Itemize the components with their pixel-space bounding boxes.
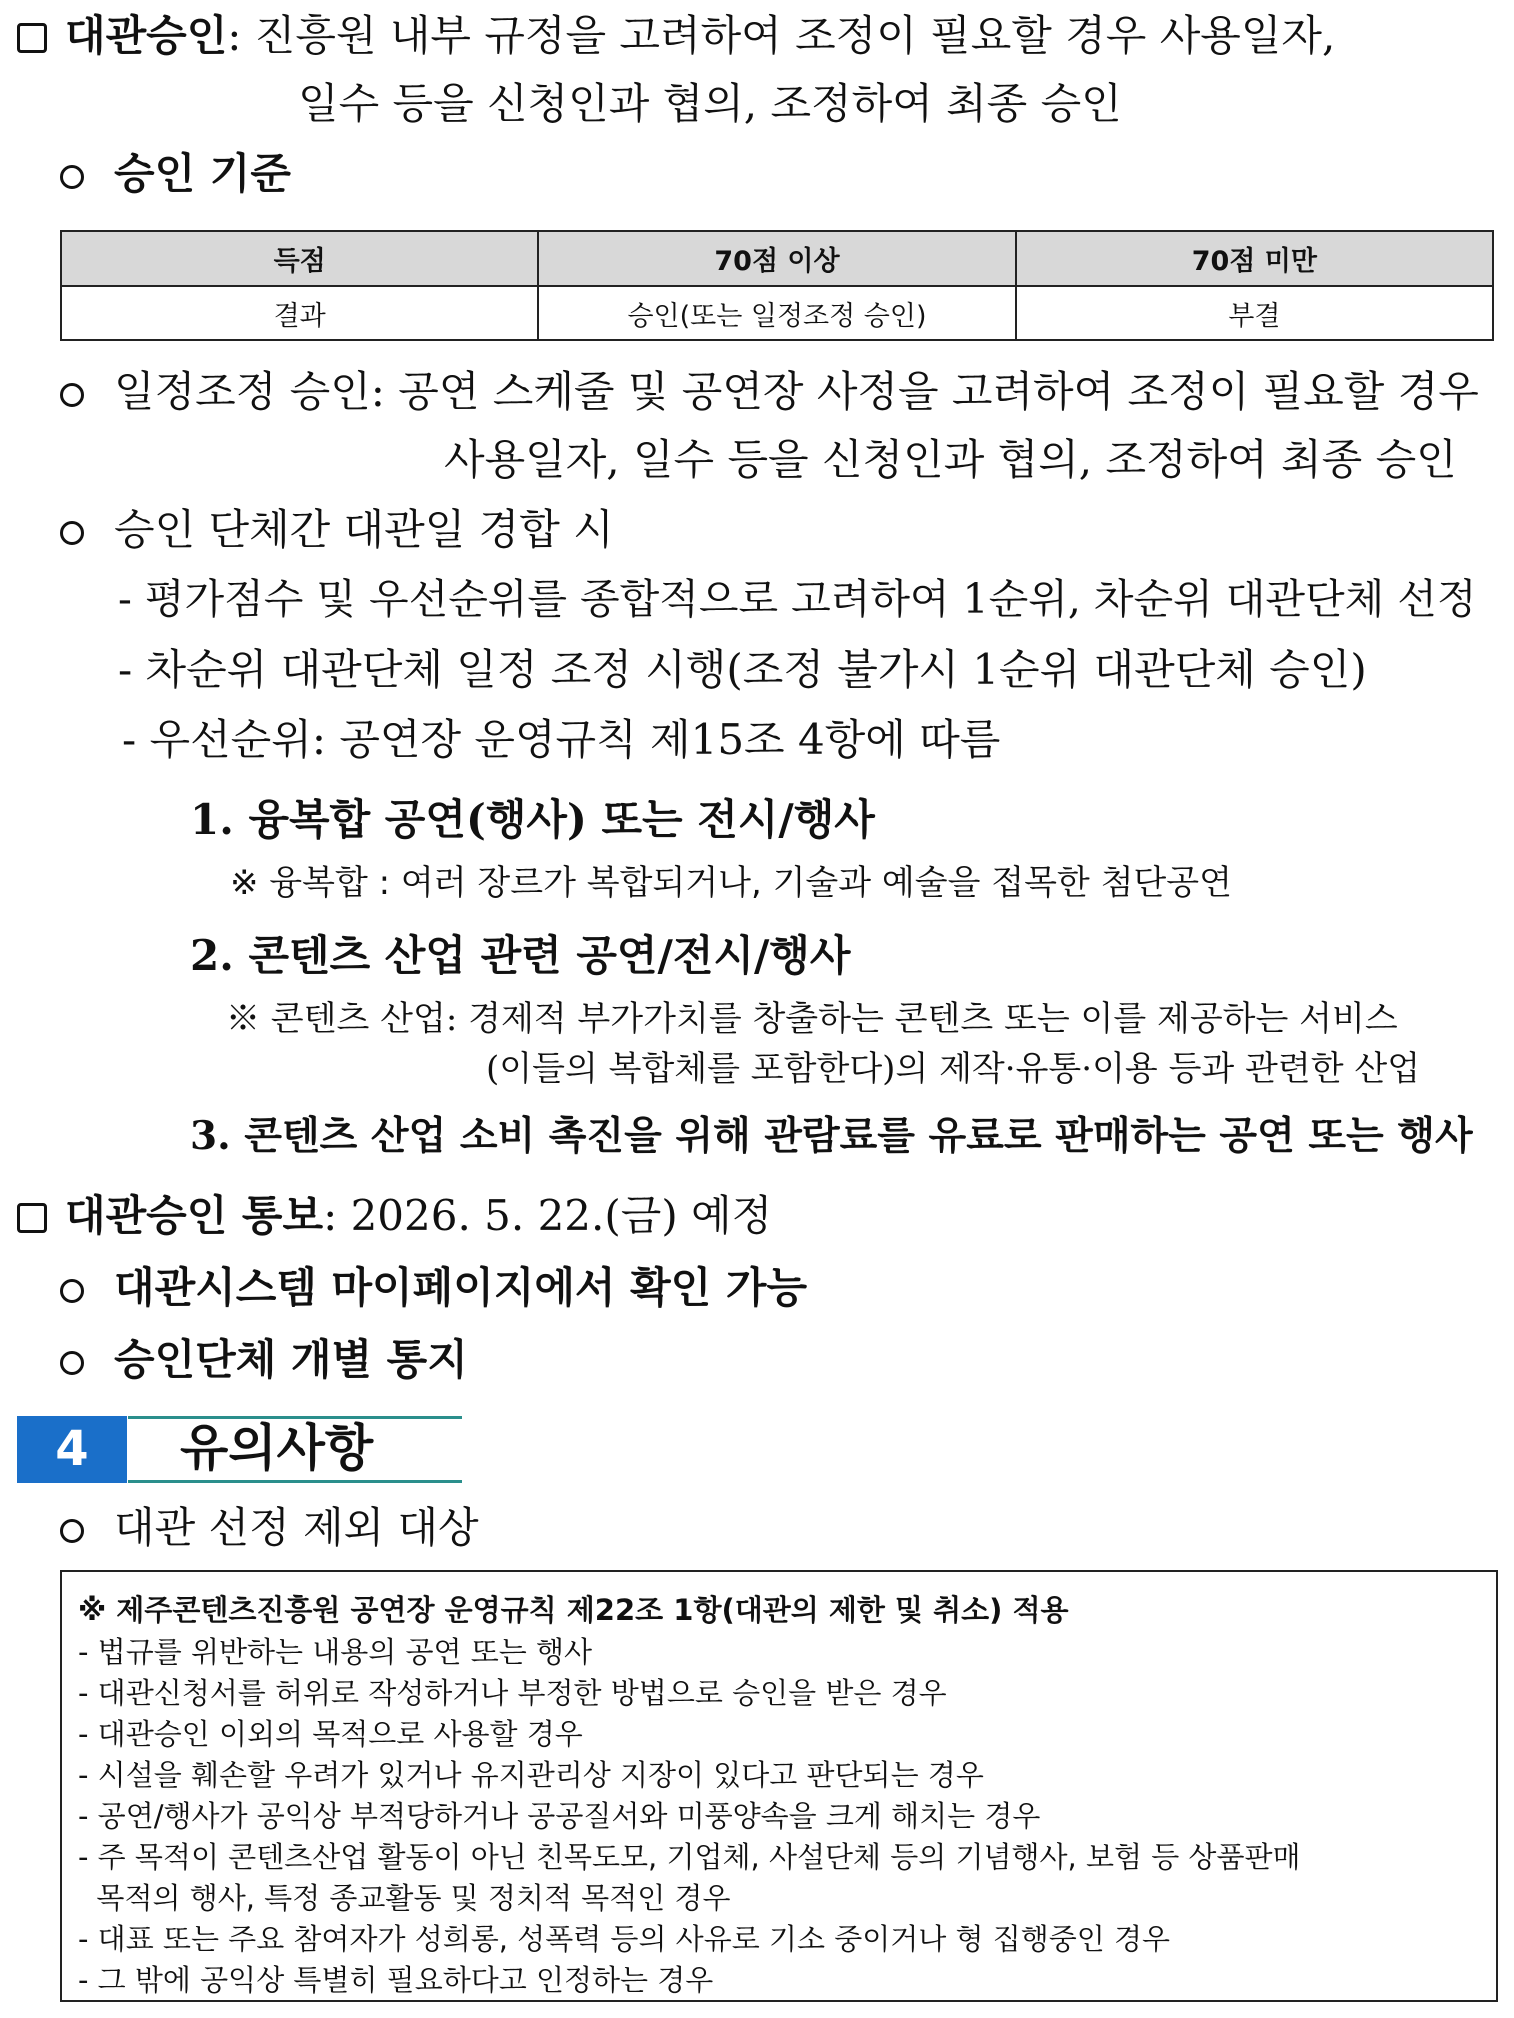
checkbox-square-icon [17,1203,47,1233]
list-item: - 법규를 위반하는 내용의 공연 또는 행사 [78,1635,592,1669]
approval-text-1: : 진흥원 내부 규정을 고려하여 조정이 필요할 경우 사용일자, [227,11,1336,60]
schedule-line-1 [60,368,1479,416]
criteria-table-header [61,231,1493,286]
list-item: - 그 밖에 공익상 특별히 필요하다고 인정하는 경우 [78,1963,714,1997]
list-item: - 공연/행사가 공익상 부적당하거나 공공질서와 미풍양속을 크게 해치는 경우 [78,1799,1041,1833]
notice-item-2: 승인단체 개별 통지 [114,1335,468,1384]
table-header-cell: 득점 [61,231,538,286]
exclusion-box [60,1570,1498,2002]
approval-text-2: 일수 등을 신청인과 협의, 조정하여 최종 승인 [298,79,1122,128]
section-title: 유의사항 [128,1416,462,1483]
criteria-table [60,230,1494,341]
notice-title: 대관승인 통보 [65,1191,324,1240]
circle-bullet-icon [60,521,84,545]
priority-1: 1. 융복합 공연(행사) 또는 전시/행사 [190,795,875,844]
table-cell: 승인(또는 일정조정 승인) [538,286,1015,340]
conflict-heading-line [60,506,614,554]
list-item: 목적의 행사, 특정 종교활동 및 정치적 목적인 경우 [78,1881,731,1915]
priority-2-note-2: (이들의 복합체를 포함한다)의 제작·유통·이용 등과 관련한 산업 [486,1049,1421,1089]
table-row [61,286,1493,340]
exclusion-heading: 대관 선정 제외 대상 [114,1503,479,1552]
list-item: - 시설을 훼손할 우려가 있거나 유지관리상 지장이 있다고 판단되는 경우 [78,1758,984,1792]
schedule-text-2: 사용일자, 일수 등을 신청인과 협의, 조정하여 최종 승인 [444,435,1457,484]
section-number-badge: 4 [17,1416,127,1483]
table-cell: 결과 [61,286,538,340]
table-cell: 부결 [1016,286,1493,340]
approval-line-1 [17,12,1335,60]
priority-3: 3. 콘텐츠 산업 소비 촉진을 위해 관람료를 유료로 판매하는 공연 또는 행사 [190,1113,1473,1159]
circle-bullet-icon [60,165,84,189]
priority-2: 2. 콘텐츠 산업 관련 공연/전시/행사 [190,931,851,980]
checkbox-square-icon [17,23,47,53]
list-item: - 주 목적이 콘텐츠산업 활동이 아닌 친목도모, 기업체, 사설단체 등의 기념행사, 보험 등 상품판매 [78,1840,1301,1874]
criteria-heading-line [60,150,291,198]
exclusion-box-title: ※ 제주콘텐츠진흥원 공연장 운영규칙 제22조 1항(대관의 제한 및 취소) 적용 [78,1593,1069,1627]
list-item: - 대표 또는 주요 참여자가 성희롱, 성폭력 등의 사유로 기소 중이거나 형 집행중인 경우 [78,1922,1170,1956]
notice-item-1: 대관시스템 마이페이지에서 확인 가능 [114,1263,808,1312]
approval-title: 대관승인 [65,11,228,60]
list-item: - 대관신청서를 허위로 작성하거나 부정한 방법으로 승인을 받은 경우 [78,1676,947,1710]
criteria-heading: 승인 기준 [114,149,291,198]
notice-item-2-line [60,1336,468,1384]
notice-line [17,1192,772,1240]
priority-2-note-1: ※ 콘텐츠 산업: 경제적 부가가치를 창출하는 콘텐츠 또는 이를 제공하는 서비스 [226,999,1398,1039]
circle-bullet-icon [60,1351,84,1375]
list-item: - 대관승인 이외의 목적으로 사용할 경우 [78,1717,583,1751]
schedule-text-1: : 공연 스케줄 및 공연장 사정을 고려하여 조정이 필요할 경우 [370,367,1479,416]
notice-item-1-line [60,1264,807,1312]
table-header-cell: 70점 이상 [538,231,1015,286]
conflict-item-1: - 평가점수 및 우선순위를 종합적으로 고려하여 1순위, 차순위 대관단체 선정 [118,575,1477,623]
conflict-heading: 승인 단체간 대관일 경합 시 [114,505,614,554]
circle-bullet-icon [60,1279,84,1303]
table-header-cell: 70점 미만 [1016,231,1493,286]
circle-bullet-icon [60,1519,84,1543]
circle-bullet-icon [60,383,84,407]
exclusion-heading-line [60,1504,479,1552]
conflict-item-2: - 차순위 대관단체 일정 조정 시행(조정 불가시 1순위 대관단체 승인) [118,645,1367,694]
schedule-label: 일정조정 승인 [114,367,371,416]
notice-text: : 2026. 5. 22.(금) 예정 [323,1191,773,1240]
conflict-item-3: - 우선순위: 공연장 운영규칙 제15조 4항에 따름 [122,715,1001,764]
priority-1-note: ※ 융복합 : 여러 장르가 복합되거나, 기술과 예술을 접목한 첨단공연 [230,863,1232,903]
